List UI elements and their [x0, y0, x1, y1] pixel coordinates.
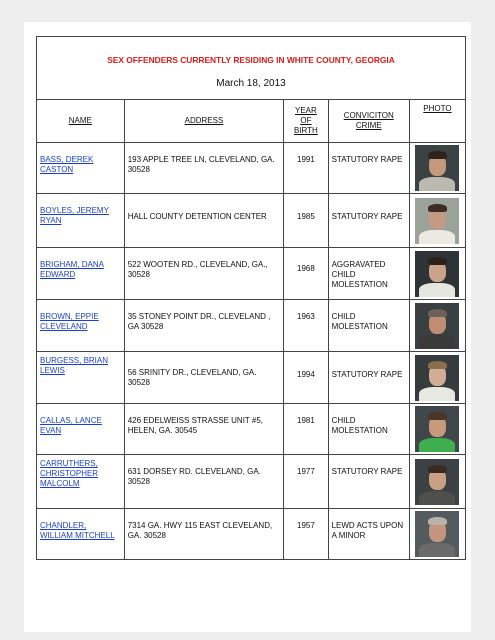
offender-address: 35 STONEY POINT DR., CLEVELAND , GA 30528: [124, 300, 284, 352]
document-date: March 18, 2013: [216, 78, 286, 89]
offender-name-cell: [37, 455, 125, 509]
col-crime-label-2: CRIME: [355, 121, 382, 130]
offender-name-cell: [37, 248, 125, 300]
conviction-crime: STATUTORY RAPE: [328, 194, 409, 248]
birth-year: 1994: [284, 352, 328, 404]
photo-cell: [409, 248, 465, 300]
offender-address: 193 APPLE TREE LN, CLEVELAND, GA. 30528: [124, 143, 284, 194]
conviction-crime: AGGRAVATED CHILD MOLESTATION: [328, 248, 409, 300]
offender-name-cell: [37, 143, 125, 194]
birth-year: 1957: [284, 509, 328, 560]
mugshot-hair: [428, 465, 447, 473]
table-row: [37, 352, 466, 404]
mugshot-shirt: [419, 177, 455, 191]
mugshot-image: [415, 459, 459, 505]
mugshot-shirt: [419, 543, 455, 557]
col-crime-label-1: CONVICITON: [343, 111, 394, 120]
offender-name-link[interactable]: CALLAS, LANCE EVAN: [40, 416, 102, 435]
mugshot-shirt: [419, 283, 455, 297]
header-row: [37, 37, 466, 100]
col-year-header: [284, 100, 328, 143]
mugshot-shirt: [419, 387, 455, 401]
offender-name-cell: [37, 194, 125, 248]
offender-address: 56 SRINITY DR., CLEVELAND, GA. 30528: [124, 352, 284, 404]
mugshot-hair: [428, 151, 447, 159]
mugshot-image: [415, 303, 459, 349]
col-address-header: [124, 100, 284, 143]
photo-cell: [409, 143, 465, 194]
table-row: [37, 143, 466, 194]
mugshot-image: [415, 406, 459, 452]
table-row: [37, 404, 466, 455]
col-year-label-2: OF: [300, 116, 312, 125]
mugshot-hair: [428, 257, 447, 265]
photo-cell: [409, 404, 465, 455]
birth-year: 1985: [284, 194, 328, 248]
mugshot-shirt: [419, 438, 455, 452]
offender-name-link[interactable]: BASS, DEREK CASTON: [40, 155, 94, 174]
offender-address: 522 WOOTEN RD., CLEVELAND, GA., 30528: [124, 248, 284, 300]
conviction-crime: CHILD MOLESTATION: [328, 404, 409, 455]
birth-year: 1981: [284, 404, 328, 455]
table-row: [37, 300, 466, 352]
offender-address: 7314 GA. HWY 115 EAST CLEVELAND, GA. 30528: [124, 509, 284, 560]
mugshot-hair: [428, 517, 447, 525]
photo-cell: [409, 509, 465, 560]
document-title: SEX OFFENDERS CURRENTLY RESIDING IN WHITE COUNTY, GEORGIA: [107, 55, 395, 65]
col-name-header: [37, 100, 125, 143]
mugshot-hair: [428, 361, 447, 369]
birth-year: 1977: [284, 455, 328, 509]
col-photo-label: PHOTO: [423, 104, 452, 113]
mugshot-shirt: [419, 491, 455, 505]
offender-name-link[interactable]: CHANDLER, WILLIAM MITCHELL: [40, 521, 115, 540]
conviction-crime: STATUTORY RAPE: [328, 352, 409, 404]
offender-name-link[interactable]: BURGESS, BRIAN LEWIS: [40, 356, 109, 375]
offender-name-cell: [37, 509, 125, 560]
offender-address: HALL COUNTY DETENTION CENTER: [124, 194, 284, 248]
mugshot-image: [415, 198, 459, 244]
column-header-row: [37, 100, 466, 143]
conviction-crime: STATUTORY RAPE: [328, 455, 409, 509]
mugshot-shirt: [419, 230, 455, 244]
offender-name-link[interactable]: BOYLES, JEREMY RYAN: [40, 206, 109, 225]
birth-year: 1991: [284, 143, 328, 194]
header-cell: [37, 37, 466, 100]
table-row: [37, 248, 466, 300]
table-row: [37, 509, 466, 560]
conviction-crime: CHILD MOLESTATION: [328, 300, 409, 352]
col-name-label: NAME: [68, 116, 92, 125]
mugshot-hair: [428, 309, 447, 317]
conviction-crime: LEWD ACTS UPON A MINOR: [328, 509, 409, 560]
offender-address: 426 EDELWEISS STRASSE UNIT #5, HELEN, GA. 30545: [124, 404, 284, 455]
offender-name-link[interactable]: BROWN, EPPIE CLEVELAND: [40, 312, 99, 331]
mugshot-image: [415, 355, 459, 401]
col-crime-header: [328, 100, 409, 143]
mugshot-hair: [428, 204, 447, 212]
conviction-crime: STATUTORY RAPE: [328, 143, 409, 194]
offender-name-cell: [37, 352, 125, 404]
col-address-label: ADDRESS: [184, 116, 224, 125]
offender-name-link[interactable]: CARRUTHERS, CHRISTOPHER MALCOLM: [40, 459, 99, 488]
offender-address: 631 DORSEY RD. CLEVELAND, GA. 30528: [124, 455, 284, 509]
offender-name-cell: [37, 300, 125, 352]
photo-cell: [409, 455, 465, 509]
mugshot-shirt: [419, 335, 455, 349]
photo-cell: [409, 352, 465, 404]
mugshot-image: [415, 511, 459, 557]
offender-name-cell: [37, 404, 125, 455]
col-year-label-1: YEAR: [295, 106, 317, 115]
mugshot-hair: [428, 412, 447, 420]
mugshot-image: [415, 145, 459, 191]
birth-year: 1968: [284, 248, 328, 300]
col-photo-header: [409, 100, 465, 143]
table-row: [37, 194, 466, 248]
offender-name-link[interactable]: BRIGHAM, DANA EDWARD: [40, 260, 105, 279]
table-row: [37, 455, 466, 509]
col-year-label-3: BIRTH: [293, 126, 318, 135]
offender-table: [36, 36, 466, 560]
mugshot-image: [415, 251, 459, 297]
birth-year: 1963: [284, 300, 328, 352]
photo-cell: [409, 300, 465, 352]
photo-cell: [409, 194, 465, 248]
